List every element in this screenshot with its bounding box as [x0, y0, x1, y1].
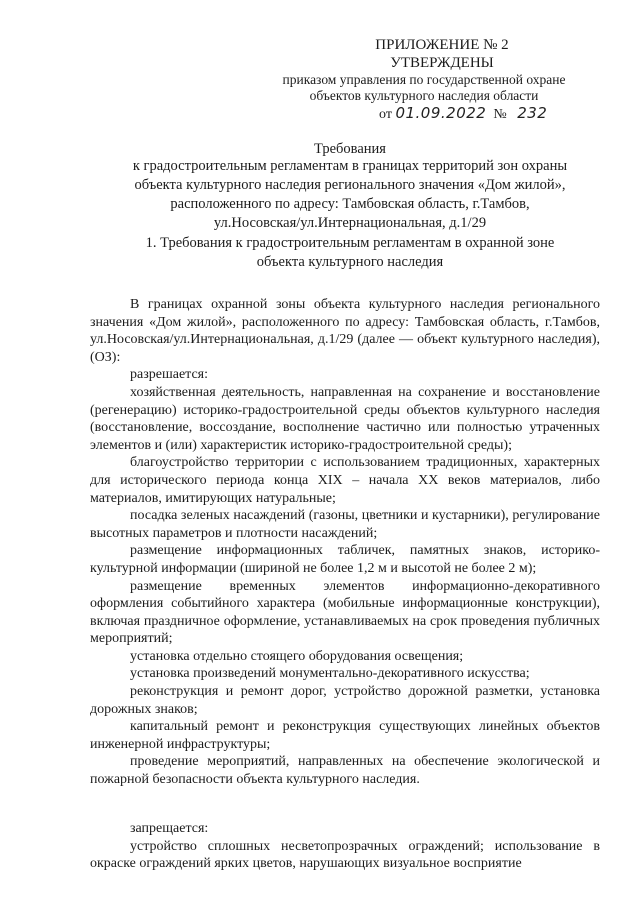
- paragraph: капитальный ремонт и реконструкция существующих линейных объектов инженерной инфраструктуры;: [90, 719, 600, 752]
- paragraph: В границах охранной зоны объекта культурного наследия регионального значения «Дом жилой», расположенного по адресу: Тамбовская область, г.Тамбов, ул.Носовская/ул.Интернациональная, д.1/29 (далее — объект культурного наследия), (ОЗ):: [90, 297, 600, 365]
- document-subtitle: [90, 157, 610, 233]
- section-heading-line: объекта культурного наследия: [256, 254, 444, 270]
- subtitle-line: расположенного по адресу: Тамбовская область, г.Тамбов,: [170, 196, 530, 212]
- paragraph: благоустройство территории с использованием традиционных, характерных для исторического периода конца XIX – начала XX веков материалов, либо материалов, имитирующих натуральные;: [90, 455, 600, 506]
- handwritten-date: 01.09.2022: [395, 104, 487, 122]
- number-sign: №: [493, 107, 507, 122]
- date-prefix: от: [379, 107, 392, 122]
- paragraph: запрещается:: [130, 821, 209, 836]
- section-body-continued: [90, 820, 600, 873]
- subtitle-line: к градостроительным регламентам в границах территорий зон охраны: [132, 158, 568, 174]
- handwritten-number: 232: [517, 104, 548, 122]
- section-heading: [90, 234, 610, 272]
- paragraph: реконструкция и ремонт дорог, устройство дорожной разметки, установка дорожных знаков;: [90, 684, 600, 717]
- subtitle-line: объекта культурного наследия регионального значения «Дом жилой»,: [134, 177, 566, 193]
- order-text: [264, 72, 584, 104]
- paragraph: размещение временных элементов информационно-декоративного оформления событийного характера (мобильные информационные конструкции), включая праздничное оформление, устанавливаемых на срок проведения публичных мероприятий;: [90, 578, 600, 647]
- paragraph: установка произведений монументально-декоративного искусства;: [130, 666, 530, 682]
- paragraph: хозяйственная деятельность, направленная на сохранение и восстановление (регенерацию) историко-градостроительной среды объектов культурного наследия (восстановление, воссоздание, восполнение частично или полностью утраченных элементов и (или) характеристик историко-градостроительной среды);: [90, 384, 600, 453]
- section-body: [90, 296, 600, 789]
- paragraph: проведение мероприятий, направленных на обеспечение экологической и пожарной безопасности объекта культурного наследия.: [90, 754, 600, 788]
- order-line: приказом управления по государственной охране: [282, 72, 566, 87]
- paragraph: размещение информационных табличек, памятных знаков, историко-культурной информации (шириной не более 1,2 м и высотой не более 2 м);: [90, 543, 600, 576]
- paragraph: разрешается:: [130, 367, 208, 383]
- date-line: [379, 104, 547, 123]
- appendix-label: ПРИЛОЖЕНИЕ № 2: [375, 37, 509, 53]
- approved-label: УТВЕРЖДЕНЫ: [390, 55, 494, 71]
- subtitle-line: ул.Носовская/ул.Интернациональная, д.1/29: [213, 215, 487, 231]
- order-line: объектов культурного наследия области: [309, 88, 539, 103]
- document-title: Требования: [314, 141, 386, 157]
- section-heading-line: 1. Требования к градостроительным регламентам в охранной зоне: [145, 235, 555, 251]
- paragraph: посадка зеленых насаждений (газоны, цветники и кустарники), регулирование высотных параметров и плотности насаждений;: [90, 508, 600, 541]
- paragraph: установка отдельно стоящего оборудования освещения;: [130, 648, 464, 664]
- paragraph: устройство сплошных несветопрозрачных ограждений; использование в окраске ограждений ярких цветов, нарушающих визуальное восприятие: [90, 838, 600, 872]
